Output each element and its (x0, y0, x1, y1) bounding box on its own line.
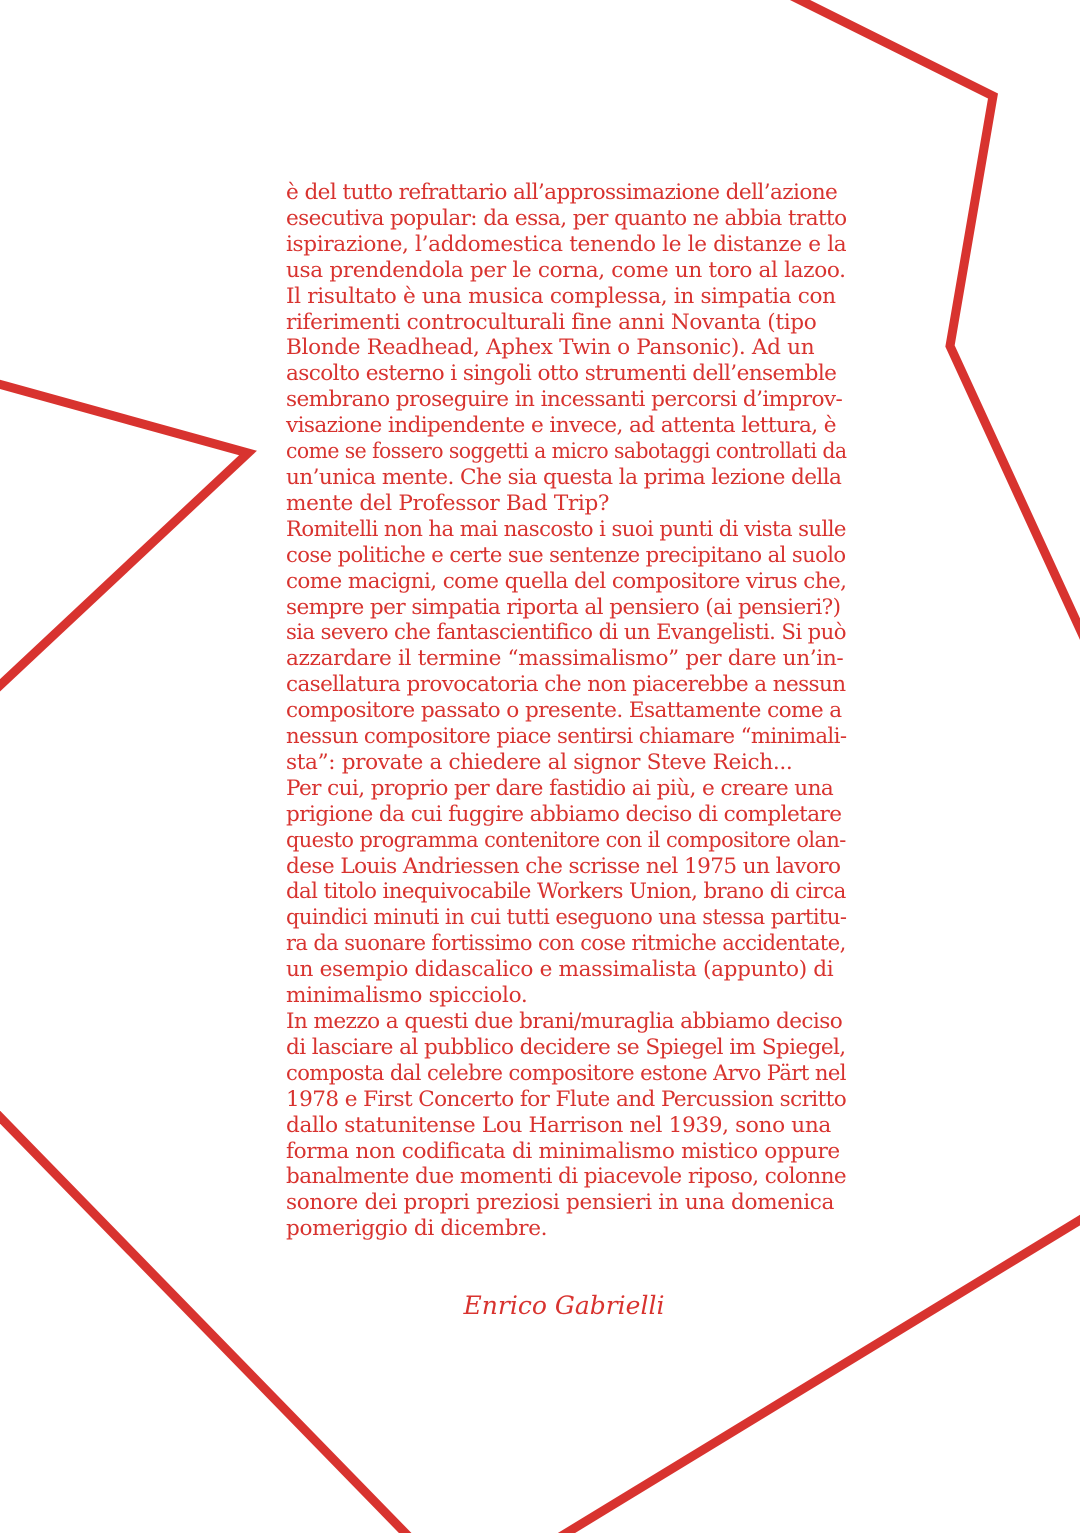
body-line: cose politiche e certe sue sentenze precipitano al suolo (286, 542, 846, 568)
body-line: Romitelli non ha mai nascosto i suoi punti di vista sulle (286, 516, 846, 542)
body-line: come se fossero soggetti a micro sabotaggi controllati da (286, 439, 847, 465)
body-line: Per cui, proprio per dare fastidio ai più, e creare una (286, 775, 834, 801)
body-line: un’unica mente. Che sia questa la prima lezione della (286, 464, 842, 490)
body-line: sia severo che fantascientifico di un Evangelisti. Si può (286, 620, 846, 646)
body-line: In mezzo a questi due brani/muraglia abbiamo deciso (286, 1009, 843, 1034)
body-line: questo programma contenitore con il compositore olan- (286, 827, 846, 853)
body-line: usa prendendola per le corna, come un toro al lazoo. (286, 257, 846, 283)
body-line: visazione indipendente e invece, ad attenta lettura, è (286, 413, 836, 439)
body-line: Il risultato è una musica complessa, in simpatia con (286, 283, 836, 309)
body-line: compositore passato o presente. Esattamente come a (286, 698, 842, 724)
body-line: pomeriggio di dicembre. (286, 1216, 548, 1242)
body-line: riferimenti controculturali fine anni Novanta (tipo (286, 309, 817, 335)
body-line: azzardare il termine “massimalismo” per dare un’in- (286, 646, 844, 672)
body-line: ispirazione, l’addomestica tenendo le le distanze e la (286, 231, 847, 257)
body-line: composta dal celebre compositore estone Arvo Pärt nel (286, 1060, 846, 1086)
body-line: dallo statunitense Lou Harrison nel 1939, sono una (286, 1112, 831, 1138)
body-line: casellatura provocatoria che non piacerebbe a nessun (286, 672, 846, 698)
body-line: come macigni, come quella del compositore virus che, (286, 568, 847, 594)
body-line: ra da suonare fortissimo con cose ritmiche accidentate, (286, 931, 846, 957)
body-line: prigione da cui fuggire abbiamo deciso di completare (286, 801, 842, 827)
body-line: Blonde Readhead, Aphex Twin o Pansonic). Ad un (286, 335, 815, 361)
body-line: banalmente due momenti di piacevole riposo, colonne (286, 1164, 847, 1190)
body-line: esecutiva popular: da essa, per quanto ne abbia tratto (286, 205, 847, 231)
body-text (286, 180, 846, 1242)
body-line: è del tutto refrattario all’approssimazione dell’azione (286, 180, 838, 205)
body-line: quindici minuti in cui tutti eseguono una stessa partitu- (286, 905, 847, 931)
body-line: sembrano proseguire in incessanti percorsi d’improv- (286, 387, 843, 413)
body-line: ascolto esterno i singoli otto strumenti dell’ensemble (286, 361, 837, 387)
body-line: 1978 e First Concerto for Flute and Percussion scritto (286, 1086, 847, 1112)
frame-line-left (0, 383, 248, 690)
body-line: di lasciare al pubblico decidere se Spiegel im Spiegel, (286, 1034, 846, 1060)
body-line: minimalismo spicciolo. (286, 983, 528, 1009)
body-line: un esempio didascalico e massimalista (appunto) di (286, 957, 834, 983)
body-line: dese Louis Andriessen che scrisse nel 1975 un lavoro (286, 853, 841, 879)
body-line: sempre per simpatia riporta al pensiero (ai pensieri?) (286, 594, 841, 620)
body-line: nessun compositore piace sentirsi chiamare “minimali- (286, 724, 847, 750)
frame-line-bottom-right (555, 1217, 1080, 1533)
body-line: mente del Professor Bad Trip? (286, 490, 610, 516)
author-signature: Enrico Gabrielli (463, 1291, 665, 1320)
body-line: forma non codificata di minimalismo mistico oppure (286, 1138, 840, 1164)
body-line: dal titolo inequivocabile Workers Union, brano di circa (286, 879, 846, 905)
body-line: sta”: provate a chiedere al signor Steve Reich... (286, 749, 793, 775)
body-line: sonore dei propri preziosi pensieri in una domenica (286, 1190, 835, 1216)
